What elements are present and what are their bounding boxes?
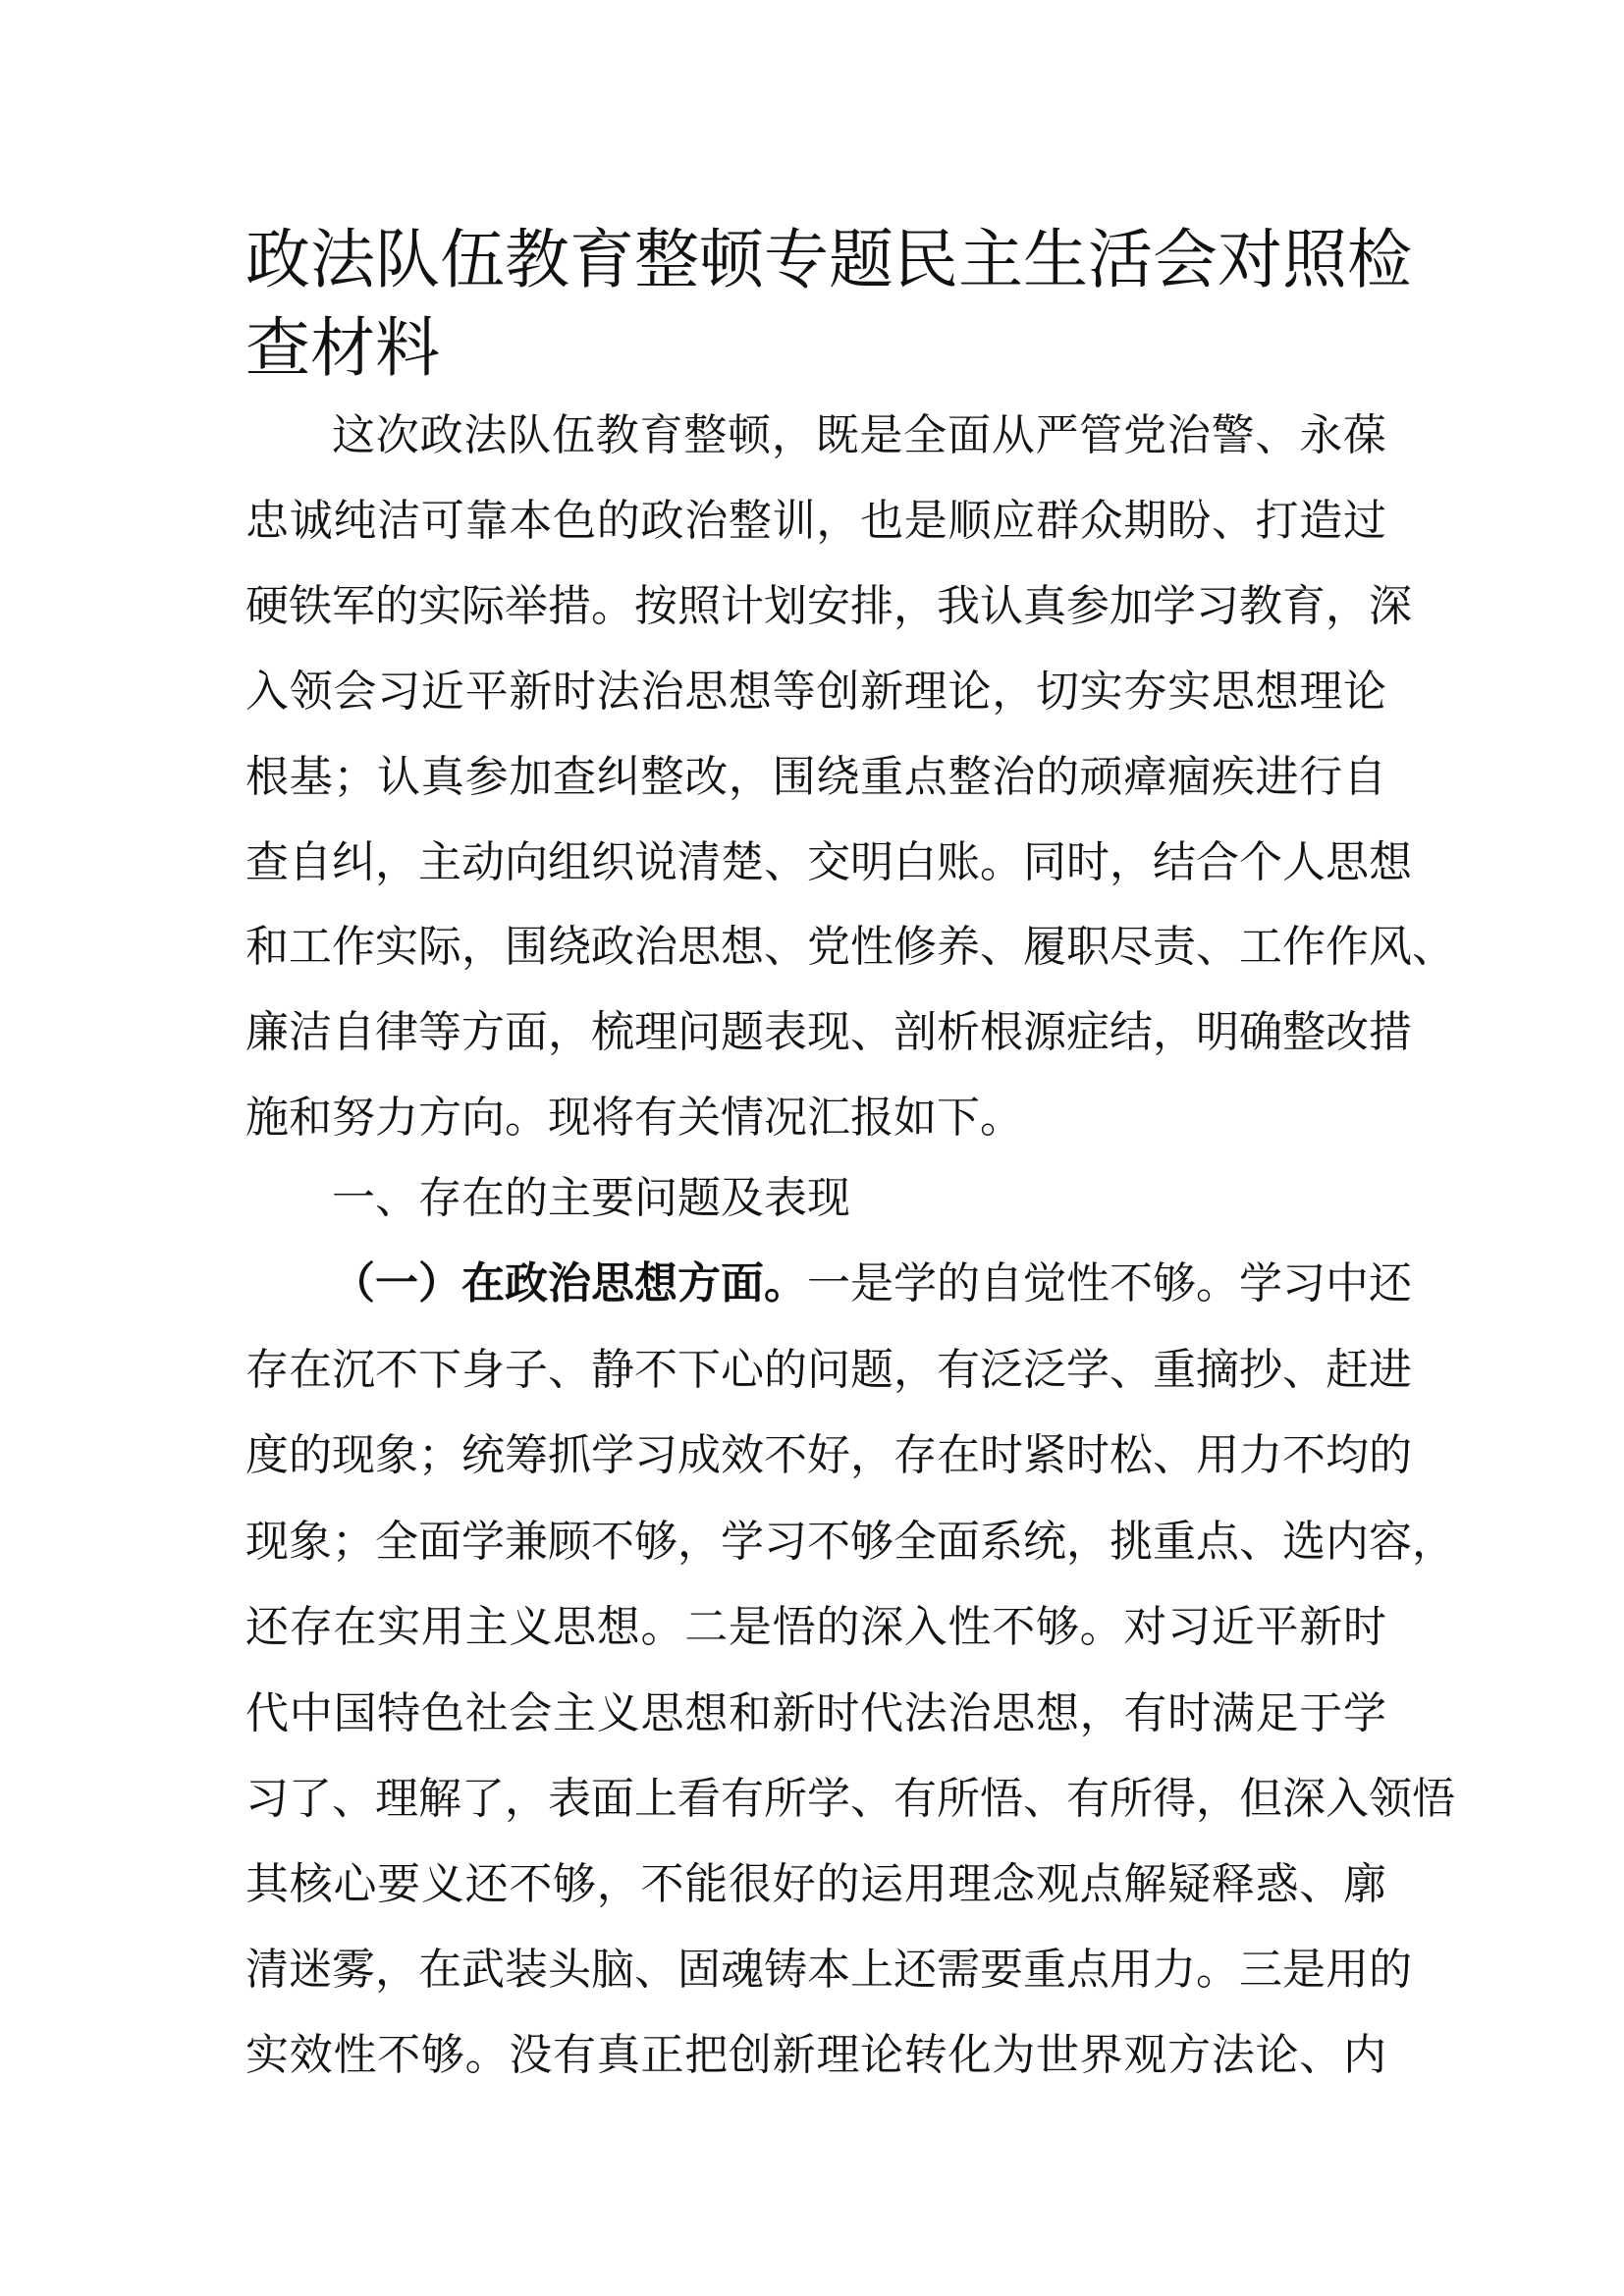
paragraph-line: 根基；认真参加查纠整改，围绕重点整治的顽瘴痼疾进行自: [245, 752, 1386, 802]
document-title-line-1: 政法队伍教育整顿专题民主生活会对照检: [245, 222, 1412, 297]
paragraph-line: 还存在实用主义思想。二是悟的深入性不够。对习近平新时: [245, 1602, 1386, 1652]
subsection-heading: （一）在政治思想方面。: [332, 1258, 807, 1308]
paragraph-line: 习了、理解了，表面上看有所学、有所悟、有所得，但深入领悟: [245, 1774, 1455, 1824]
paragraph-line: 实效性不够。没有真正把创新理论转化为世界观方法论、内: [245, 2030, 1386, 2080]
paragraph-line: 忠诚纯洁可靠本色的政治整训，也是顺应群众期盼、打造过: [245, 496, 1386, 546]
paragraph-line: 其核心要义还不够，不能很好的运用理念观点解疑释惑、廓: [245, 1859, 1386, 1909]
section-heading: 一、存在的主要问题及表现: [332, 1173, 850, 1223]
paragraph-line: 清迷雾，在武装头脑、固魂铸本上还需要重点用力。三是用的: [245, 1945, 1412, 1995]
paragraph-line: 这次政法队伍教育整顿，既是全面从严管党治警、永葆: [332, 410, 1386, 460]
paragraph-line: 存在沉不下身子、静不下心的问题，有泛泛学、重摘抄、赶进: [245, 1345, 1412, 1395]
paragraph-line: 廉洁自律等方面，梳理问题表现、剖析根源症结，明确整改措: [245, 1007, 1412, 1057]
paragraph-line: 入领会习近平新时法治思想等创新理论，切实夯实思想理论: [245, 667, 1386, 717]
paragraph-line: 度的现象；统筹抓学习成效不好，存在时紧时松、用力不均的: [245, 1430, 1412, 1480]
paragraph-line: 硬铁军的实际举措。按照计划安排，我认真参加学习教育，深: [245, 581, 1412, 631]
paragraph-line: 施和努力方向。现将有关情况汇报如下。: [245, 1093, 1023, 1143]
paragraph-line: 现象；全面学兼顾不够，学习不够全面系统，挑重点、选内容，: [245, 1517, 1455, 1567]
paragraph-line: [245, 1255, 1412, 1313]
paragraph-line: 查自纠，主动向组织说清楚、交明白账。同时，结合个人思想: [245, 837, 1412, 887]
document-title-line-2: 查材料: [245, 310, 440, 386]
paragraph-line: 代中国特色社会主义思想和新时代法治思想，有时满足于学: [245, 1688, 1386, 1738]
paragraph-line: 和工作实际，围绕政治思想、党性修养、履职尽责、工作作风、: [245, 922, 1455, 972]
paragraph-text: 一是学的自觉性不够。学习中还: [807, 1258, 1412, 1308]
